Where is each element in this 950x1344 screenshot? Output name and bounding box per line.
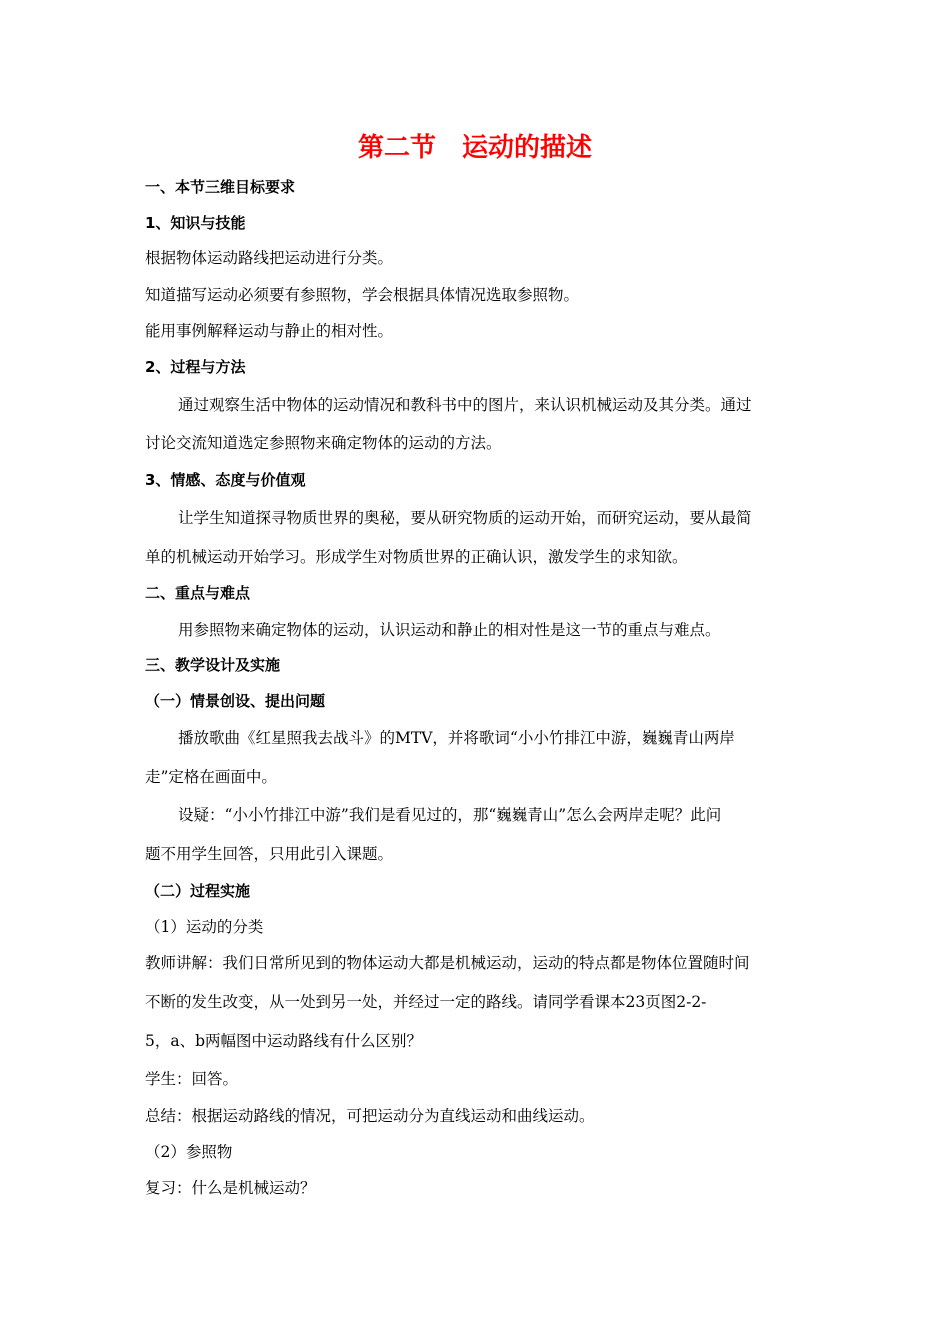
paragraph-line: 用参照物来确定物体的运动，认识运动和静止的相对性是这一节的重点与难点。	[178, 621, 721, 639]
paragraph-line: 走”定格在画面中。	[145, 768, 277, 786]
paragraph-line: 单的机械运动开始学习。形成学生对物质世界的正确认识，激发学生的求知欲。	[145, 548, 688, 566]
page-title: 第二节 运动的描述	[357, 133, 592, 163]
paragraph-line: 复习：什么是机械运动？	[145, 1179, 316, 1197]
paragraph-line: 教师讲解：我们日常所见到的物体运动大都是机械运动，运动的特点都是物体位置随时间	[145, 954, 750, 972]
paragraph-line: 让学生知道探寻物质世界的奥秘，要从研究物质的运动开始，而研究运动，要从最简	[178, 509, 752, 527]
paragraph-line: 不断的发生改变，从一处到另一处，并经过一定的路线。请同学看课本23页图2-2-	[145, 993, 707, 1011]
paragraph-line: 题不用学生回答，只用此引入课题。	[145, 845, 394, 863]
paragraph-line: 学生：回答。	[145, 1070, 239, 1088]
subheading-scenario: （一）情景创设、提出问题	[145, 692, 326, 710]
subheading-knowledge-skills: 1、知识与技能	[145, 214, 246, 232]
paragraph-line: 设疑：“小小竹排江中游”我们是看见过的，那“巍巍青山”怎么会两岸走呢？此问	[178, 806, 722, 824]
paragraph-line: 能用事例解释运动与静止的相对性。	[145, 322, 394, 340]
section-heading-teaching-design: 三、教学设计及实施	[145, 656, 281, 674]
paragraph-line: 讨论交流知道选定参照物来确定物体的运动的方法。	[145, 434, 502, 452]
subheading-process-method: 2、过程与方法	[145, 358, 246, 376]
section-heading-objectives: 一、本节三维目标要求	[145, 178, 296, 196]
paragraph-line: 5，a、b两幅图中运动路线有什么区别？	[145, 1032, 423, 1050]
paragraph-line: 播放歌曲《红星照我去战斗》的MTV，并将歌词“小小竹排江中游，巍巍青山两岸	[178, 729, 735, 747]
subheading-reference-object: （2）参照物	[145, 1143, 233, 1161]
subheading-motion-classification: （1）运动的分类	[145, 918, 264, 936]
paragraph-line: 通过观察生活中物体的运动情况和教科书中的图片，来认识机械运动及其分类。通过	[178, 396, 752, 414]
paragraph-line: 总结：根据运动路线的情况，可把运动分为直线运动和曲线运动。	[145, 1107, 595, 1125]
subheading-emotion-values: 3、情感、态度与价值观	[145, 471, 306, 489]
subheading-process: （二）过程实施	[145, 882, 251, 900]
paragraph-line: 根据物体运动路线把运动进行分类。	[145, 249, 394, 267]
section-heading-key-points: 二、重点与难点	[145, 584, 251, 602]
paragraph-line: 知道描写运动必须要有参照物，学会根据具体情况选取参照物。	[145, 286, 580, 304]
